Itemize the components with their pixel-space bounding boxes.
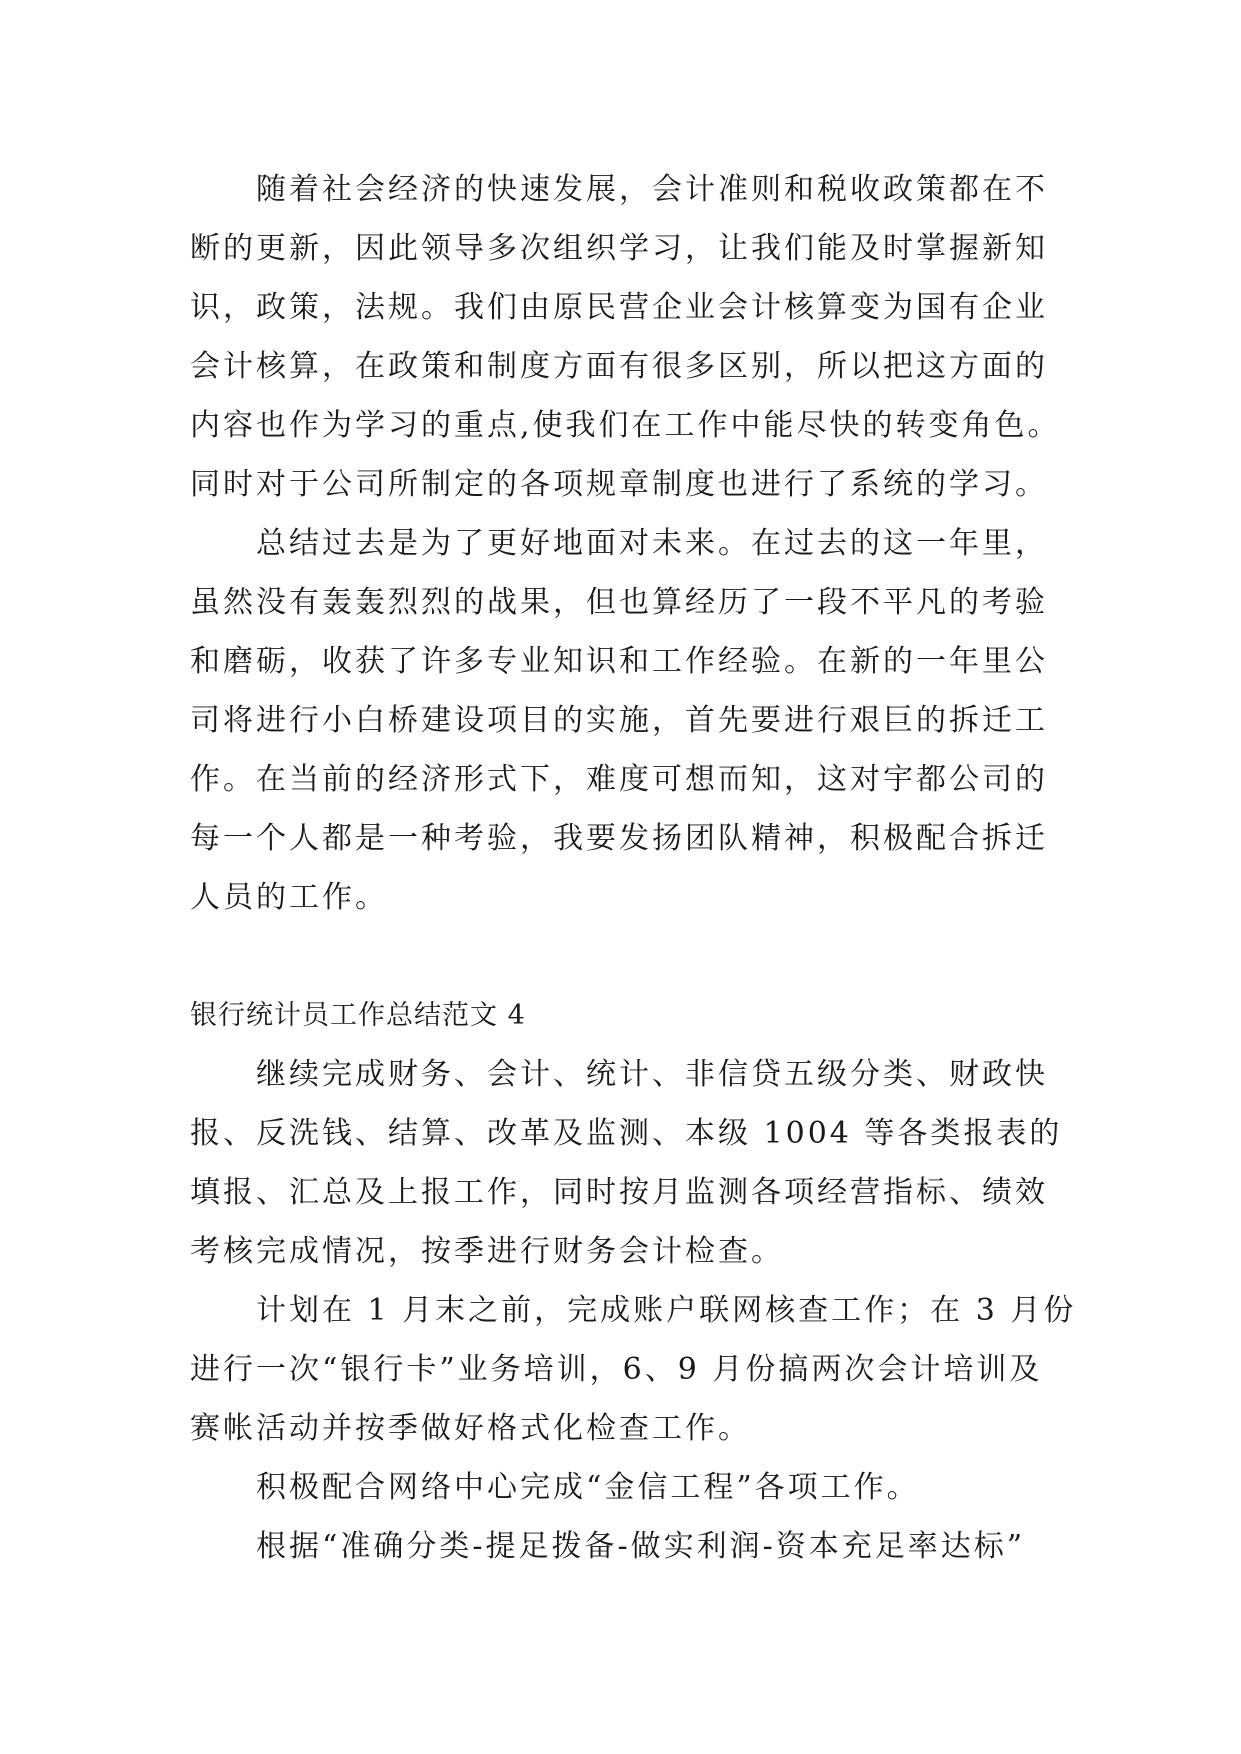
paragraph-line: 作。在当前的经济形式下，难度可想而知，这对宇都公司的 xyxy=(190,762,1048,797)
paragraph-line: 计划在 1 月末之前，完成账户联网核查工作；在 3 月份 xyxy=(256,1293,1077,1328)
paragraph-line: 继续完成财务、会计、统计、非信贷五级分类、财政快 xyxy=(256,1057,1048,1092)
paragraph-line: 内容也作为学习的重点,使我们在工作中能尽快的转变角色。 xyxy=(190,408,1061,443)
paragraph-line: 虽然没有轰轰烈烈的战果，但也算经历了一段不平凡的考验 xyxy=(190,585,1048,620)
section-heading: 银行统计员工作总结范文 4 xyxy=(190,1000,526,1031)
document-body xyxy=(190,160,1077,1576)
paragraph-line: 会计核算，在政策和制度方面有很多区别，所以把这方面的 xyxy=(190,349,1048,384)
paragraph-line: 随着社会经济的快速发展，会计准则和税收政策都在不 xyxy=(256,172,1048,207)
paragraph-line: 同时对于公司所制定的各项规章制度也进行了系统的学习。 xyxy=(190,467,1048,502)
paragraph-line: 进行一次“银行卡”业务培训，6、9 月份搞两次会计培训及 xyxy=(190,1352,1043,1387)
paragraph-line: 填报、汇总及上报工作，同时按月监测各项经营指标、绩效 xyxy=(190,1175,1048,1210)
paragraph-line: 和磨砺，收获了许多专业知识和工作经验。在新的一年里公 xyxy=(190,644,1048,679)
paragraph-line: 识，政策，法规。我们由原民营企业会计核算变为国有企业 xyxy=(190,290,1048,325)
paragraph-line: 人员的工作。 xyxy=(190,880,388,915)
paragraph-line: 报、反洗钱、结算、改革及监测、本级 1004 等各类报表的 xyxy=(190,1116,1063,1151)
paragraph-line: 总结过去是为了更好地面对未来。在过去的这一年里， xyxy=(256,526,1048,561)
paragraph-line: 每一个人都是一种考验，我要发扬团队精神，积极配合拆迁 xyxy=(190,821,1048,856)
blank-line xyxy=(190,927,1050,986)
paragraph-line: 积极配合网络中心完成“金信工程”各项工作。 xyxy=(256,1470,920,1505)
paragraph-line: 根据“准确分类-提足拨备-做实利润-资本充足率达标” xyxy=(256,1529,1026,1564)
paragraph-line: 断的更新，因此领导多次组织学习，让我们能及时掌握新知 xyxy=(190,231,1048,266)
paragraph-line: 考核完成情况，按季进行财务会计检查。 xyxy=(190,1234,784,1269)
paragraph-line: 司将进行小白桥建设项目的实施，首先要进行艰巨的拆迁工 xyxy=(190,703,1048,738)
paragraph-line: 赛帐活动并按季做好格式化检查工作。 xyxy=(190,1411,751,1446)
